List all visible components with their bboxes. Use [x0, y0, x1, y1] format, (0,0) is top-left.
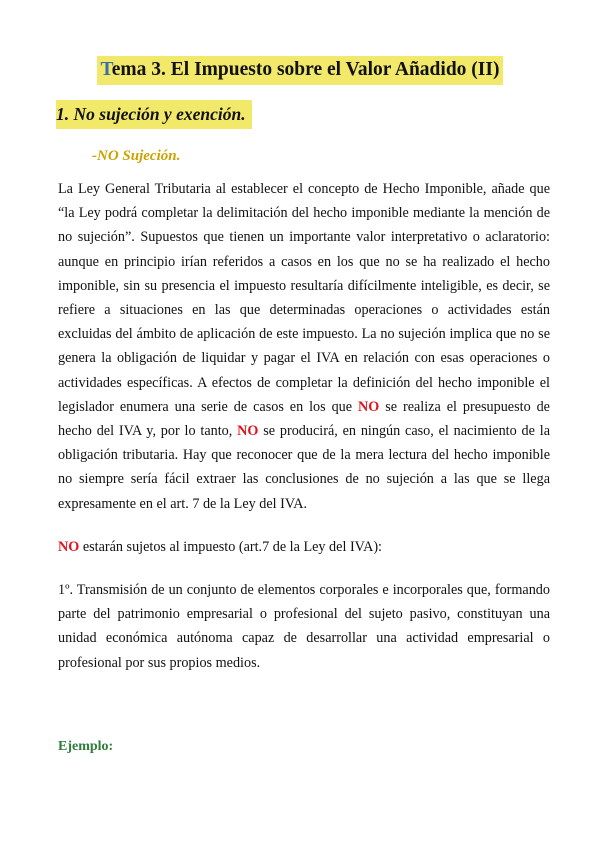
negation-highlight: NO: [358, 398, 380, 415]
title-container: [0, 56, 600, 85]
paragraph-transmision: 1º. Transmisión de un conjunto de elementos corporales e incorporales que, formando parte del patrimonio empresarial o profesional del sujeto pasivo, constituyan una unidad económica autónoma capaz de desarrollar una actividad empresarial o profesional por sus propios medios.: [58, 582, 550, 671]
section-heading: 1. No sujeción y exención.: [56, 100, 252, 129]
paragraph-no-sujetos: [58, 535, 550, 559]
subsection-label: NO Sujeción.: [97, 148, 181, 164]
title-first-letter: T: [100, 59, 112, 80]
paragraph-hecho-imponible: [58, 177, 550, 516]
title-text: ema 3. El Impuesto sobre el Valor Añadido (II): [111, 59, 500, 80]
document-title: [97, 56, 504, 85]
negation-highlight: NO: [237, 423, 259, 440]
paragraph2-text: estarán sujetos al impuesto (art.7 de la Ley del IVA):: [79, 539, 382, 555]
negation-highlight: NO: [58, 539, 80, 555]
subsection-dash: -: [92, 148, 97, 164]
paragraph1-part1: La Ley General Tributaria al establecer el concepto de Hecho Imponible, añade que “la Ley podrá completar la delimitación del hecho imponible mediante la mención de no sujeción”. Supuestos que tienen un importante valor interpretativo o aclaratorio: aunque en principio irían referidos a casos en los que no se ha realizado el hecho imponible, sin su presencia el impuesto resultaría difícilmente inteligible, es decir, se refiere a situaciones en las que determinadas operaciones o actividades están excluidas del ámbito de aplicación de este impuesto. La no sujeción implica que no se genera la obligación de liquidar y pagar el IVA en relación con esas operaciones o actividades específicas. A efectos de completar la definición del hecho imponible el legislador enumera una serie de casos en los que: [58, 181, 550, 415]
example-label: Ejemplo:: [58, 739, 114, 754]
paragraph1-part2: se realiza el presupuesto de hecho del IVA y, por lo tanto,: [58, 398, 550, 440]
subsection-heading: [92, 146, 180, 166]
paragraph1-part3: se producirá, en ningún caso, el nacimiento de la obligación tributaria. Hay que reconocer que de la mera lectura del hecho imponible no siempre sería fácil extraer las conclusiones de no sujeción a las que se llega expresamente en el art. 7 de la Ley del IVA.: [58, 423, 550, 512]
